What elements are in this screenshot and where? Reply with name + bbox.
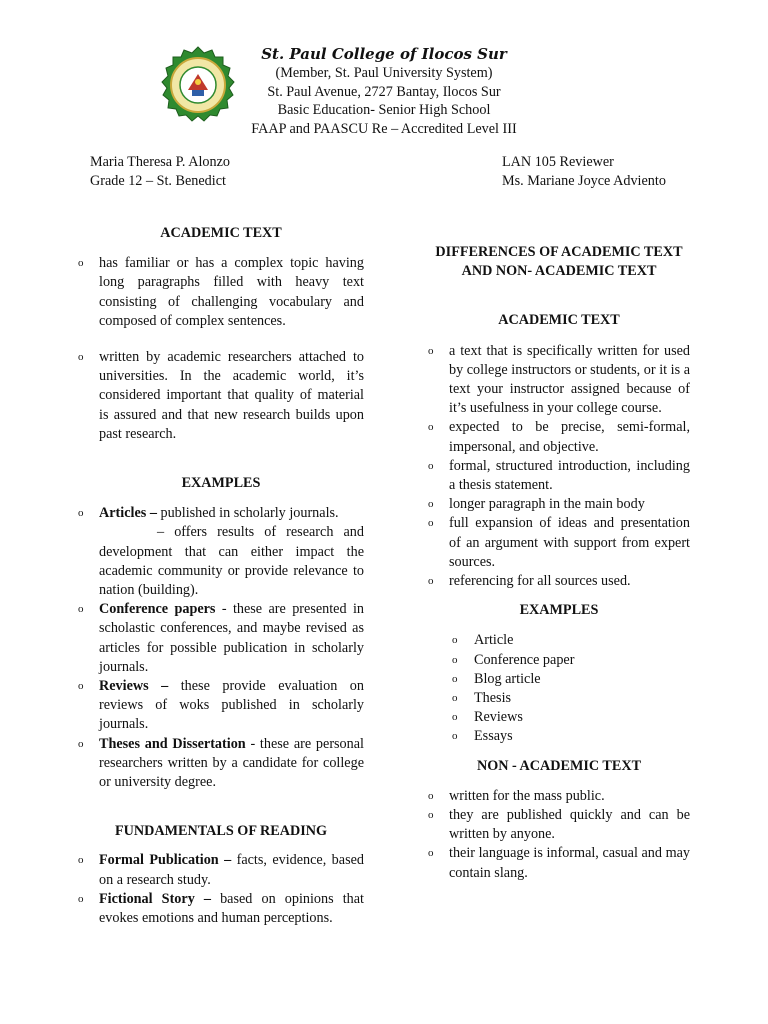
right-academic-text-heading: ACADEMIC TEXT — [498, 312, 620, 329]
bullet-icon: o — [78, 603, 84, 616]
right-examples-heading: EXAMPLES — [519, 602, 599, 619]
list-item: o Conference paper — [452, 651, 690, 670]
fundamentals-list — [78, 851, 364, 928]
list-item: o Formal Publication – facts, evidence, based on a research study. — [78, 852, 364, 888]
list-item: o full expansion of ideas and presentation of an argument with support from expert sources. — [428, 515, 690, 570]
bullet-icon: o — [428, 459, 434, 472]
bullet-icon: o — [452, 634, 458, 647]
right-academic-text-list — [428, 342, 690, 592]
bullet-icon: o — [78, 737, 84, 750]
bullet-icon: o — [78, 854, 84, 867]
list-item: o has familiar or has a complex topic having long paragraphs filled with heavy text consisting of challenging vocabulary and composed of complex sentences. — [78, 255, 364, 329]
list-item: o formal, structured introduction, including a thesis statement. — [428, 457, 690, 494]
bullet-icon: o — [428, 498, 434, 511]
bullet-icon: o — [428, 847, 434, 860]
list-item: o Conference papers - these are presented in scholastic conferences, and maybe revised as articles for possible publication in scholarly journals. — [78, 601, 364, 675]
list-item: o written for the mass public. — [428, 787, 690, 806]
list-item: o they are published quickly and can be written by anyone. — [428, 807, 690, 843]
non-academic-text-heading: NON - ACADEMIC TEXT — [476, 757, 642, 774]
academic-text-list — [78, 254, 364, 444]
bullet-icon: o — [78, 351, 84, 364]
bullet-icon: o — [78, 680, 84, 693]
list-item: o Articles – published in scholarly journals. – offers results of research and development that can either impact the academic community or provide relevance to nation (building). — [78, 505, 364, 599]
bullet-icon: o — [452, 711, 458, 724]
bullet-icon: o — [78, 892, 84, 905]
list-item: o Article — [452, 631, 690, 650]
header-line-accreditation: FAAP and PAASCU Re – Accredited Level III — [251, 120, 517, 137]
list-item: o longer paragraph in the main body — [428, 495, 690, 514]
student-info — [90, 153, 230, 191]
list-item: o Reviews — [452, 708, 690, 727]
header-line-department: Basic Education- Senior High School — [277, 102, 491, 119]
list-item: o a text that is specifically written for used by college instructors or students, or it is a text your instructor assigned because of it’s usefulness in your college course. — [428, 342, 690, 417]
list-item: o written by academic researchers attached to universities. In the academic world, it’s considered important that quality of material is assured and that new research builds upon past research. — [78, 349, 364, 442]
student-name: Maria Theresa P. Alonzo — [90, 154, 231, 170]
left-column — [78, 224, 364, 928]
bullet-icon: o — [452, 730, 458, 743]
student-grade: Grade 12 – St. Benedict — [90, 173, 226, 189]
right-column — [428, 243, 690, 883]
header-line-membership: (Member, St. Paul University System) — [275, 65, 493, 81]
bullet-icon: o — [452, 653, 458, 666]
header-line-address: St. Paul Avenue, 2727 Bantay, Ilocos Sur — [267, 83, 501, 100]
list-item: o Reviews – these provide evaluation on reviews of woks published in scholarly journals. — [78, 678, 364, 733]
bullet-icon: o — [78, 257, 84, 270]
list-item: o Blog article — [452, 670, 690, 689]
bullet-icon: o — [452, 672, 458, 685]
list-item: o Thesis — [452, 689, 690, 708]
bullet-icon: o — [428, 421, 434, 434]
list-item: o expected to be precise, semi-formal, impersonal, and objective. — [428, 419, 690, 455]
bullet-icon: o — [452, 692, 458, 705]
differences-heading-line-1: DIFFERENCES OF ACADEMIC TEXT — [435, 244, 683, 260]
course-info — [502, 153, 666, 191]
bullet-icon: o — [428, 809, 434, 822]
differences-heading-line-2: AND NON- ACADEMIC TEXT — [461, 263, 657, 280]
bullet-icon: o — [428, 344, 434, 357]
course-teacher: Ms. Mariane Joyce Adviento — [502, 173, 666, 189]
list-item: o Essays — [452, 727, 690, 746]
fundamentals-heading: FUNDAMENTALS OF READING — [114, 823, 328, 840]
academic-text-heading: ACADEMIC TEXT — [160, 225, 282, 241]
list-item: o referencing for all sources used. — [428, 572, 690, 591]
school-name: St. Paul College of Ilocos Sur — [261, 45, 507, 63]
bullet-icon: o — [428, 789, 434, 802]
list-item: o their language is informal, casual and may contain slang. — [428, 845, 690, 881]
course-title: LAN 105 Reviewer — [502, 154, 614, 170]
bullet-icon: o — [428, 575, 434, 588]
list-item: o Fictional Story – based on opinions that evokes emotions and human perceptions. — [78, 890, 364, 927]
document-header — [0, 44, 768, 138]
non-academic-text-list — [428, 787, 690, 883]
list-item: o Theses and Dissertation - these are personal researchers written by a candidate for college or university degree. — [78, 735, 364, 791]
bullet-icon: o — [78, 507, 84, 520]
right-examples-list — [452, 631, 690, 746]
bullet-icon: o — [428, 517, 434, 530]
examples-heading: EXAMPLES — [181, 475, 261, 492]
examples-list — [78, 504, 364, 792]
